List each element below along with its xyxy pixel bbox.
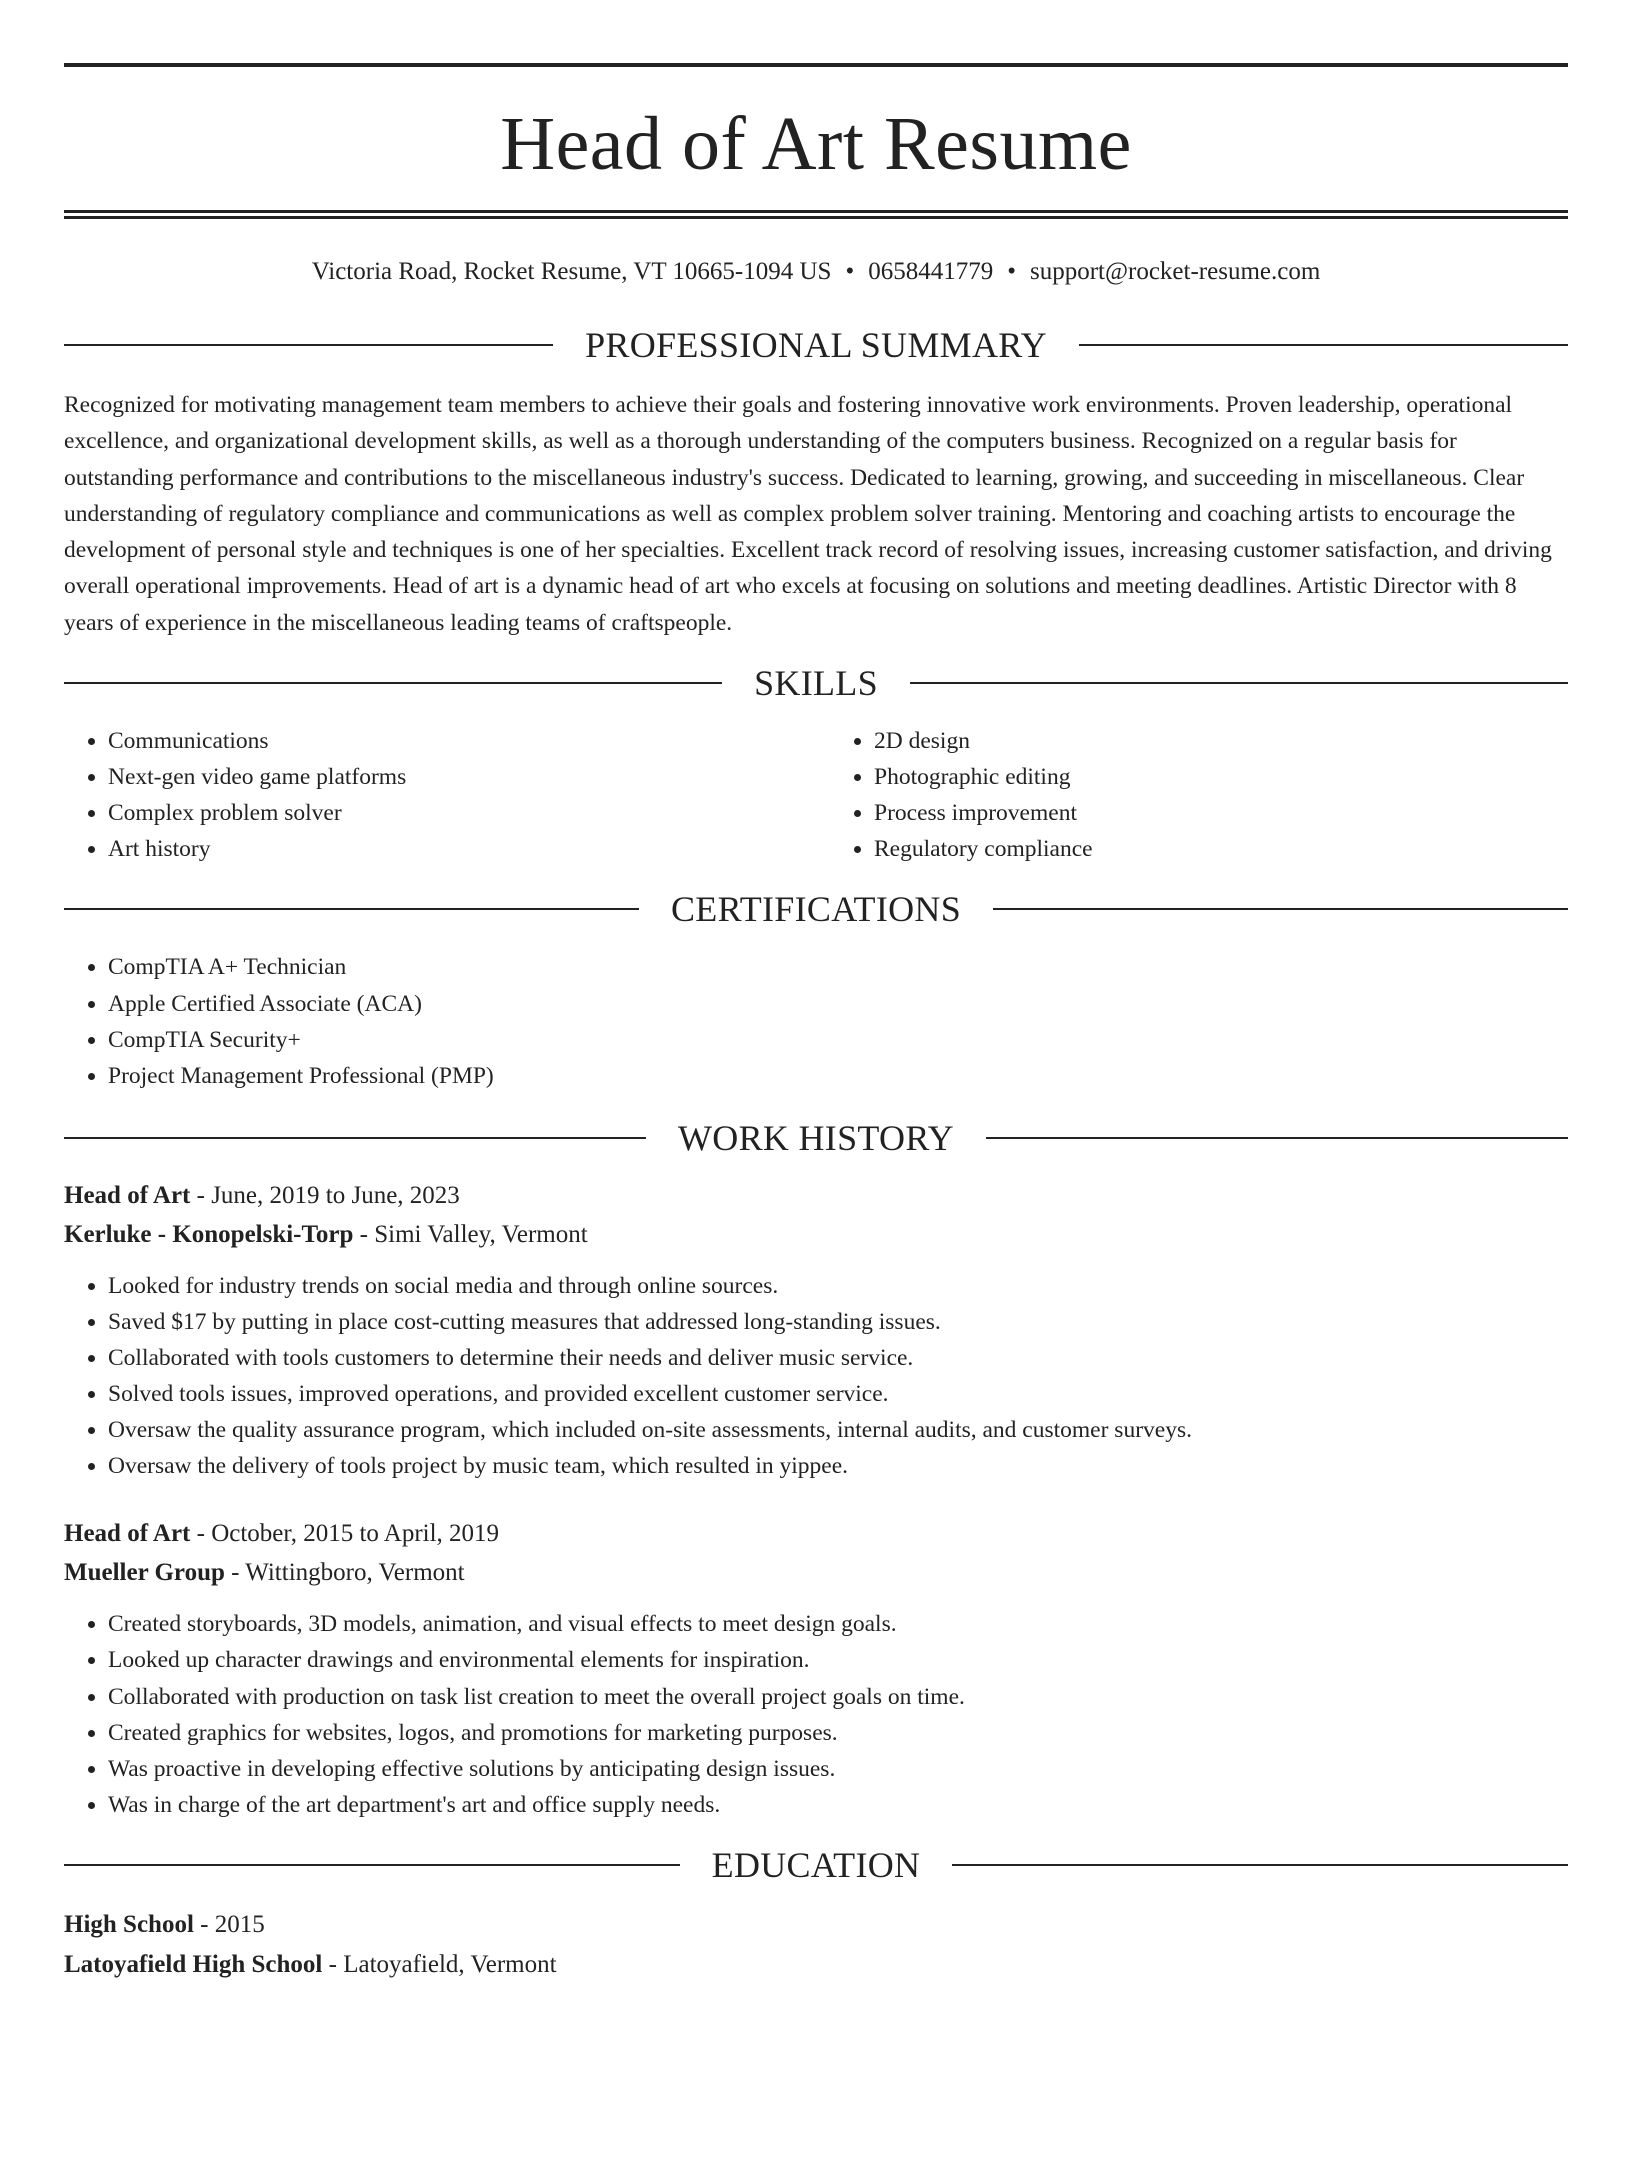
job-title: Head of Art bbox=[64, 1520, 191, 1548]
summary-heading-label: PROFESSIONAL SUMMARY bbox=[585, 325, 1047, 365]
heading-rule bbox=[993, 908, 1568, 910]
skills-column-right bbox=[816, 723, 1568, 867]
skill-item: • Art history bbox=[108, 831, 816, 867]
job-location: - Simi Valley, Vermont bbox=[353, 1220, 588, 1248]
summary-text: Recognized for motivating management team members to achieve their goals and fostering innovative work environments. Proven leadership, operational excellence, and organizational development skills, as well as a thorough understanding of the computers business. Recognized on a regular basis for outstanding performance and contributions to the miscellaneous industry's success. Dedicated to learning, growing, and succeeding in miscellaneous. Clear understanding of regulatory compliance and communications as well as complex problem solver training. Mentoring and coaching artists to encourage the development of personal style and techniques is one of her specialties. Excellent track record of resolving issues, increasing customer satisfaction, and driving overall operational improvements. Head of art is a dynamic head of art who excels at focusing on solutions and meeting deadlines. Artistic Director with 8 years of experience in the miscellaneous leading teams of craftspeople. bbox=[64, 392, 1552, 636]
heading-rule bbox=[64, 1864, 680, 1866]
certification-item: • CompTIA Security+ bbox=[108, 1022, 1568, 1058]
top-rule bbox=[64, 63, 1568, 67]
job-duty-item: • Created graphics for websites, logos, and promotions for marketing purposes. bbox=[108, 1715, 1568, 1751]
job-dates: - October, 2015 to April, 2019 bbox=[190, 1520, 500, 1548]
education-school-line bbox=[64, 1945, 1568, 1985]
heading-rule bbox=[64, 908, 639, 910]
certification-item: • Apple Certified Associate (ACA) bbox=[108, 986, 1568, 1022]
job-company: Mueller Group bbox=[64, 1559, 225, 1587]
certification-item: • CompTIA A+ Technician bbox=[108, 949, 1568, 985]
heading-rule bbox=[64, 682, 722, 684]
heading-rule bbox=[986, 1137, 1568, 1139]
heading-rule bbox=[64, 344, 553, 346]
skill-item: • Communications bbox=[108, 723, 816, 759]
job-entry bbox=[64, 1514, 1568, 1823]
skills-list bbox=[64, 723, 1568, 867]
certifications-list bbox=[64, 949, 1568, 1093]
education-heading-label: EDUCATION bbox=[711, 1844, 921, 1885]
skill-item: • 2D design bbox=[874, 723, 1568, 759]
contact-email: support@rocket-resume.com bbox=[1029, 258, 1321, 285]
skill-item: • Photographic editing bbox=[874, 759, 1568, 795]
contact-phone: 0658441779 bbox=[868, 258, 994, 285]
skill-item: • Next-gen video game platforms bbox=[108, 759, 816, 795]
job-company: Kerluke - Konopelski-Torp bbox=[64, 1220, 354, 1248]
job-duty-item: • Solved tools issues, improved operations, and provided excellent customer service. bbox=[108, 1376, 1568, 1412]
contact-line bbox=[64, 257, 1568, 287]
job-title-line bbox=[64, 1176, 1568, 1215]
heading-rule bbox=[910, 682, 1568, 684]
certifications-heading-label: CERTIFICATIONS bbox=[670, 889, 962, 930]
education-heading bbox=[64, 1845, 1568, 1885]
work-history-heading bbox=[64, 1118, 1568, 1158]
title-double-rule bbox=[64, 210, 1568, 219]
education-school: Latoyafield High School bbox=[64, 1950, 323, 1978]
summary-heading bbox=[64, 325, 1568, 365]
job-duties bbox=[64, 1268, 1568, 1485]
education-degree: High School bbox=[64, 1910, 194, 1938]
job-duty-item: • Collaborated with tools customers to determine their needs and deliver music service. bbox=[108, 1340, 1568, 1376]
education-degree-line bbox=[64, 1905, 1568, 1945]
contact-separator: • bbox=[845, 258, 855, 285]
job-title: Head of Art bbox=[64, 1181, 191, 1209]
skills-column-left bbox=[64, 723, 816, 867]
job-dates: - June, 2019 to June, 2023 bbox=[190, 1181, 460, 1209]
heading-rule bbox=[1079, 344, 1568, 346]
job-duty-item: • Was in charge of the art department's art and office supply needs. bbox=[108, 1787, 1568, 1823]
resume-page bbox=[0, 63, 1632, 2175]
job-duty-item: • Oversaw the delivery of tools project by music team, which resulted in yippee. bbox=[108, 1448, 1568, 1484]
job-duty-item: • Was proactive in developing effective solutions by anticipating design issues. bbox=[108, 1751, 1568, 1787]
job-company-line bbox=[64, 1215, 1568, 1254]
contact-separator: • bbox=[1007, 258, 1016, 285]
certification-item: • Project Management Professional (PMP) bbox=[108, 1058, 1568, 1094]
skills-heading-label: SKILLS bbox=[754, 663, 878, 704]
skill-item: • Regulatory compliance bbox=[874, 831, 1568, 867]
job-company-line bbox=[64, 1553, 1568, 1592]
work-history-heading-label: WORK HISTORY bbox=[678, 1117, 954, 1158]
heading-rule bbox=[64, 1137, 646, 1139]
job-title-line bbox=[64, 1514, 1568, 1553]
job-duty-item: • Looked up character drawings and environmental elements for inspiration. bbox=[108, 1642, 1568, 1678]
job-entry bbox=[64, 1176, 1568, 1485]
resume-title: Head of Art Resume bbox=[500, 102, 1132, 186]
certifications-heading bbox=[64, 889, 1568, 929]
job-duty-item: • Collaborated with production on task list creation to meet the overall project goals on time. bbox=[108, 1679, 1568, 1715]
skills-heading bbox=[64, 663, 1568, 703]
skill-item: • Process improvement bbox=[874, 795, 1568, 831]
heading-rule bbox=[952, 1864, 1568, 1866]
education-location: - Latoyafield, Vermont bbox=[322, 1950, 557, 1978]
education-entry bbox=[64, 1905, 1568, 1985]
job-duties bbox=[64, 1606, 1568, 1823]
job-duty-item: • Looked for industry trends on social media and through online sources. bbox=[108, 1268, 1568, 1304]
contact-address: Victoria Road, Rocket Resume, VT 10665-1094 US bbox=[311, 258, 832, 285]
job-duty-item: • Created storyboards, 3D models, animation, and visual effects to meet design goals. bbox=[108, 1606, 1568, 1642]
skill-item: • Complex problem solver bbox=[108, 795, 816, 831]
job-location: - Wittingboro, Vermont bbox=[224, 1559, 465, 1587]
education-year: - 2015 bbox=[193, 1910, 265, 1938]
job-duty-item: • Saved $17 by putting in place cost-cutting measures that addressed long-standing issues. bbox=[108, 1304, 1568, 1340]
job-duty-item: • Oversaw the quality assurance program, which included on-site assessments, internal audits, and customer surveys. bbox=[108, 1412, 1568, 1448]
